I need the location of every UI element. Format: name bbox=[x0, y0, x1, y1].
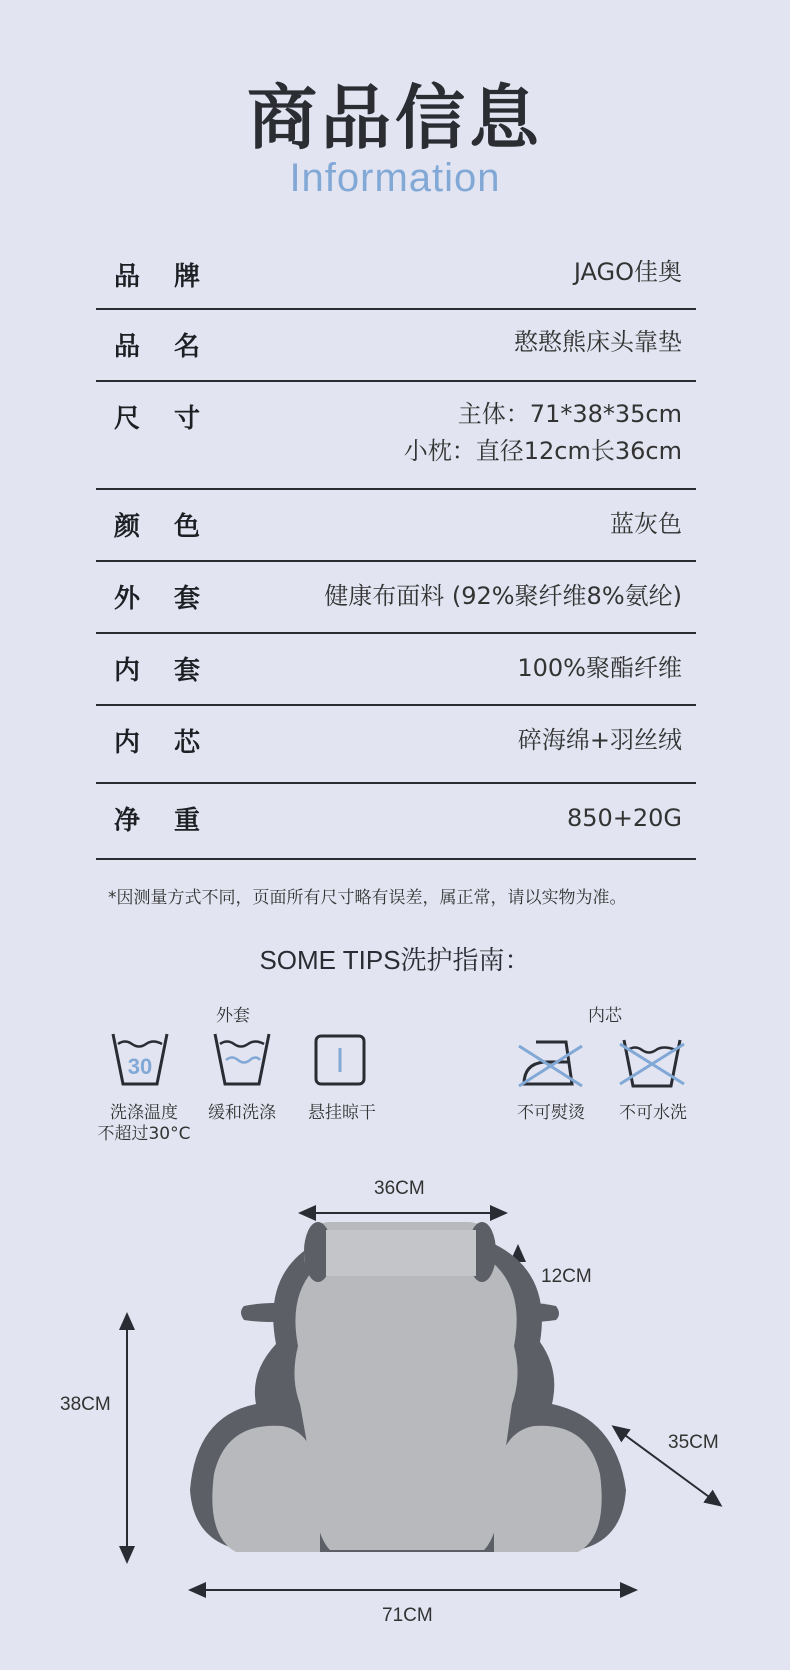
outer-cover-label: 外套 bbox=[216, 1006, 250, 1026]
dimension-label-height: 38CM bbox=[60, 1394, 111, 1415]
spec-label: 内芯 bbox=[114, 728, 235, 758]
spec-row-color bbox=[96, 490, 696, 562]
wash-30-icon bbox=[110, 1032, 170, 1088]
spec-label: 颜色 bbox=[114, 512, 235, 542]
spec-label: 内套 bbox=[114, 656, 235, 686]
spec-value: 碎海绵+羽丝绒 bbox=[517, 726, 682, 754]
spec-value-secondary: 小枕：直径12cm长36cm bbox=[403, 437, 682, 465]
spec-label: 外套 bbox=[114, 584, 235, 614]
dimension-label-depth: 35CM bbox=[668, 1432, 719, 1453]
care-text-line: 洗涤温度 bbox=[110, 1103, 178, 1123]
gentle-wash-icon bbox=[212, 1032, 272, 1088]
care-text-wash-temp bbox=[96, 1103, 192, 1145]
spec-label: 净重 bbox=[114, 806, 235, 836]
care-tips-title: SOME TIPS洗护指南： bbox=[259, 945, 531, 975]
spec-label: 品牌 bbox=[114, 262, 235, 292]
no-wash-icon bbox=[618, 1036, 686, 1092]
wash-temp-number: 30 bbox=[127, 1054, 153, 1079]
spec-value: 健康布面料 (92%聚纤维8%氨纶) bbox=[324, 582, 682, 610]
care-text-gentle: 缓和洗涤 bbox=[208, 1103, 276, 1123]
neck-pillow bbox=[304, 1222, 496, 1282]
spec-row-inner-cover bbox=[96, 634, 696, 706]
hang-dry-icon bbox=[314, 1034, 366, 1086]
dimension-label-pillow-diameter: 12CM bbox=[541, 1266, 592, 1287]
page-title: 商品信息 bbox=[247, 77, 543, 159]
care-text-no-iron: 不可熨烫 bbox=[517, 1103, 585, 1123]
spec-value: 100%聚酯纤维 bbox=[517, 654, 682, 682]
spec-value: 850+20G bbox=[566, 804, 682, 832]
care-text-line: 不超过30°C bbox=[97, 1124, 191, 1144]
spec-value: 主体：71*38*35cm bbox=[457, 400, 682, 428]
spec-label: 品名 bbox=[114, 332, 235, 362]
spec-table bbox=[96, 240, 696, 860]
spec-row-core bbox=[96, 706, 696, 784]
page-subtitle: Information bbox=[289, 156, 501, 200]
spec-label: 尺寸 bbox=[114, 404, 235, 434]
inner-core-label: 内芯 bbox=[588, 1006, 622, 1026]
care-text-hang-dry: 悬挂晾干 bbox=[308, 1103, 376, 1123]
spec-row-size bbox=[96, 382, 696, 490]
spec-value: JAGO佳奥 bbox=[573, 258, 682, 286]
no-iron-icon bbox=[516, 1036, 586, 1092]
dimension-label-pillow-length: 36CM bbox=[374, 1178, 425, 1199]
dimension-label-width: 71CM bbox=[382, 1605, 433, 1626]
cushion-body bbox=[190, 1242, 626, 1552]
cushion-illustration bbox=[0, 1160, 790, 1670]
spec-value: 憨憨熊床头靠垫 bbox=[514, 328, 682, 356]
spec-row-brand bbox=[96, 240, 696, 310]
care-text-no-wash: 不可水洗 bbox=[619, 1103, 687, 1123]
spec-row-name bbox=[96, 310, 696, 382]
measurement-note: *因测量方式不同，页面所有尺寸略有误差，属正常，请以实物为准。 bbox=[108, 888, 627, 908]
spec-row-weight bbox=[96, 784, 696, 860]
spec-row-outer bbox=[96, 562, 696, 634]
spec-value: 蓝灰色 bbox=[610, 510, 682, 538]
